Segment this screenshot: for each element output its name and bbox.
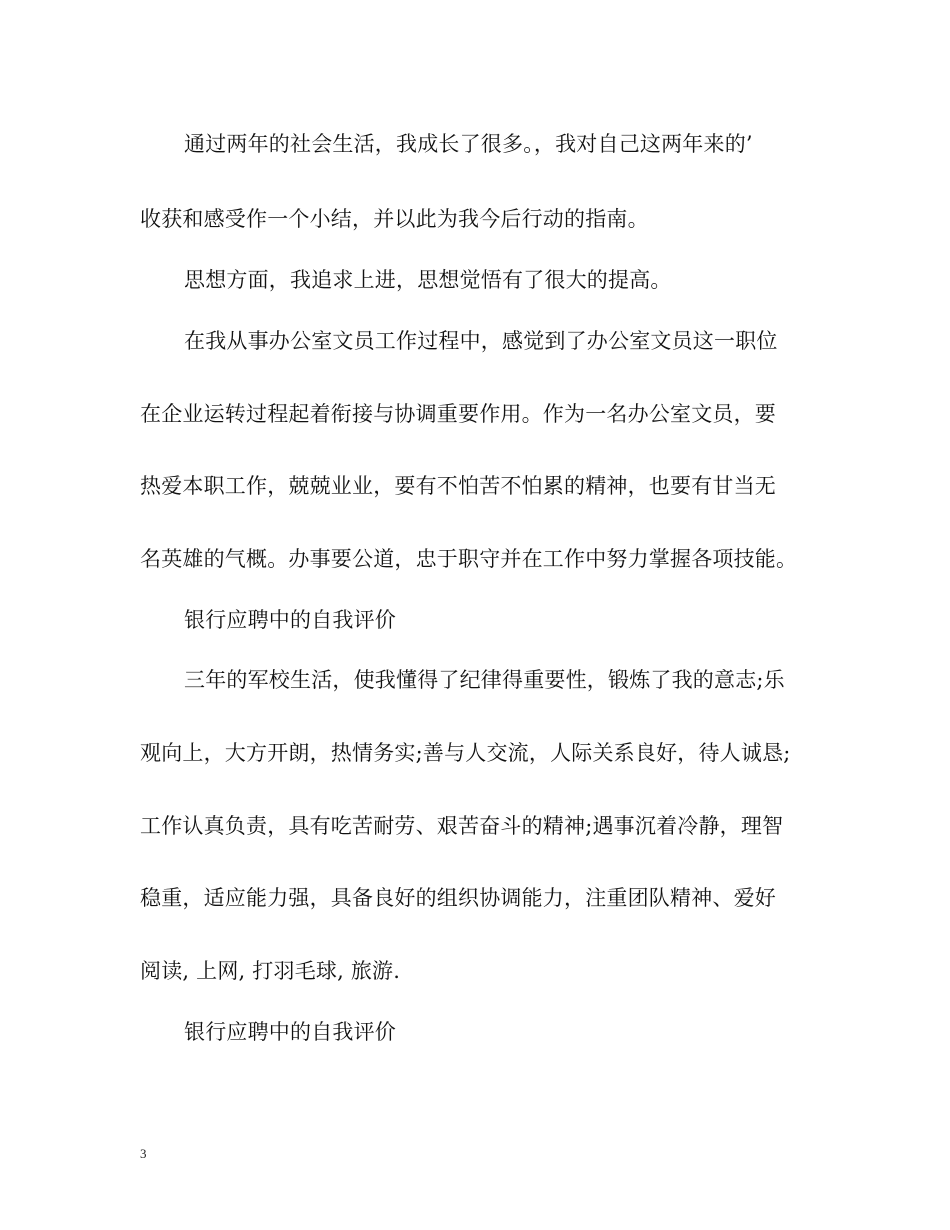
paragraph-line: 在企业运转过程起着衔接与协调重要作用。作为一名办公室文员，要 [140, 402, 776, 426]
section-heading: 银行应聘中的自我评价 [184, 608, 396, 632]
paragraph-line: 稳重，适应能力强，具备良好的组织协调能力，注重团队精神、爱好 [140, 886, 776, 910]
section-heading: 银行应聘中的自我评价 [184, 1020, 396, 1044]
paragraph-line: 在我从事办公室文员工作过程中，感觉到了办公室文员这一职位 [184, 329, 778, 353]
paragraph-line: 阅读, 上网, 打羽毛球, 旅游. [140, 959, 401, 983]
paragraph-line: 热爱本职工作，兢兢业业，要有不怕苦不怕累的精神，也要有甘当无 [140, 474, 776, 498]
page-number: 3 [140, 1146, 147, 1161]
paragraph-line: 思想方面，我追求上进，思想觉悟有了很大的提高。 [184, 268, 672, 292]
paragraph-line: 三年的军校生活，使我懂得了纪律得重要性，锻炼了我的意志;乐 [184, 668, 785, 692]
paragraph-line: 名英雄的气概。办事要公道，忠于职守并在工作中努力掌握各项技能。 [140, 547, 798, 571]
paragraph-line: 工作认真负责，具有吃苦耐劳、艰苦奋斗的精神;遇事沉着冷静，理智 [140, 814, 784, 838]
paragraph-line: 观向上，大方开朗，热情务实;善与人交流，人际关系良好，待人诚恳; [140, 741, 791, 765]
paragraph-line: 收获和感受作一个小结，并以此为我今后行动的指南。 [140, 207, 649, 231]
paragraph-line: 通过两年的社会生活，我成长了很多。，我对自己这两年来的’ [184, 132, 753, 156]
